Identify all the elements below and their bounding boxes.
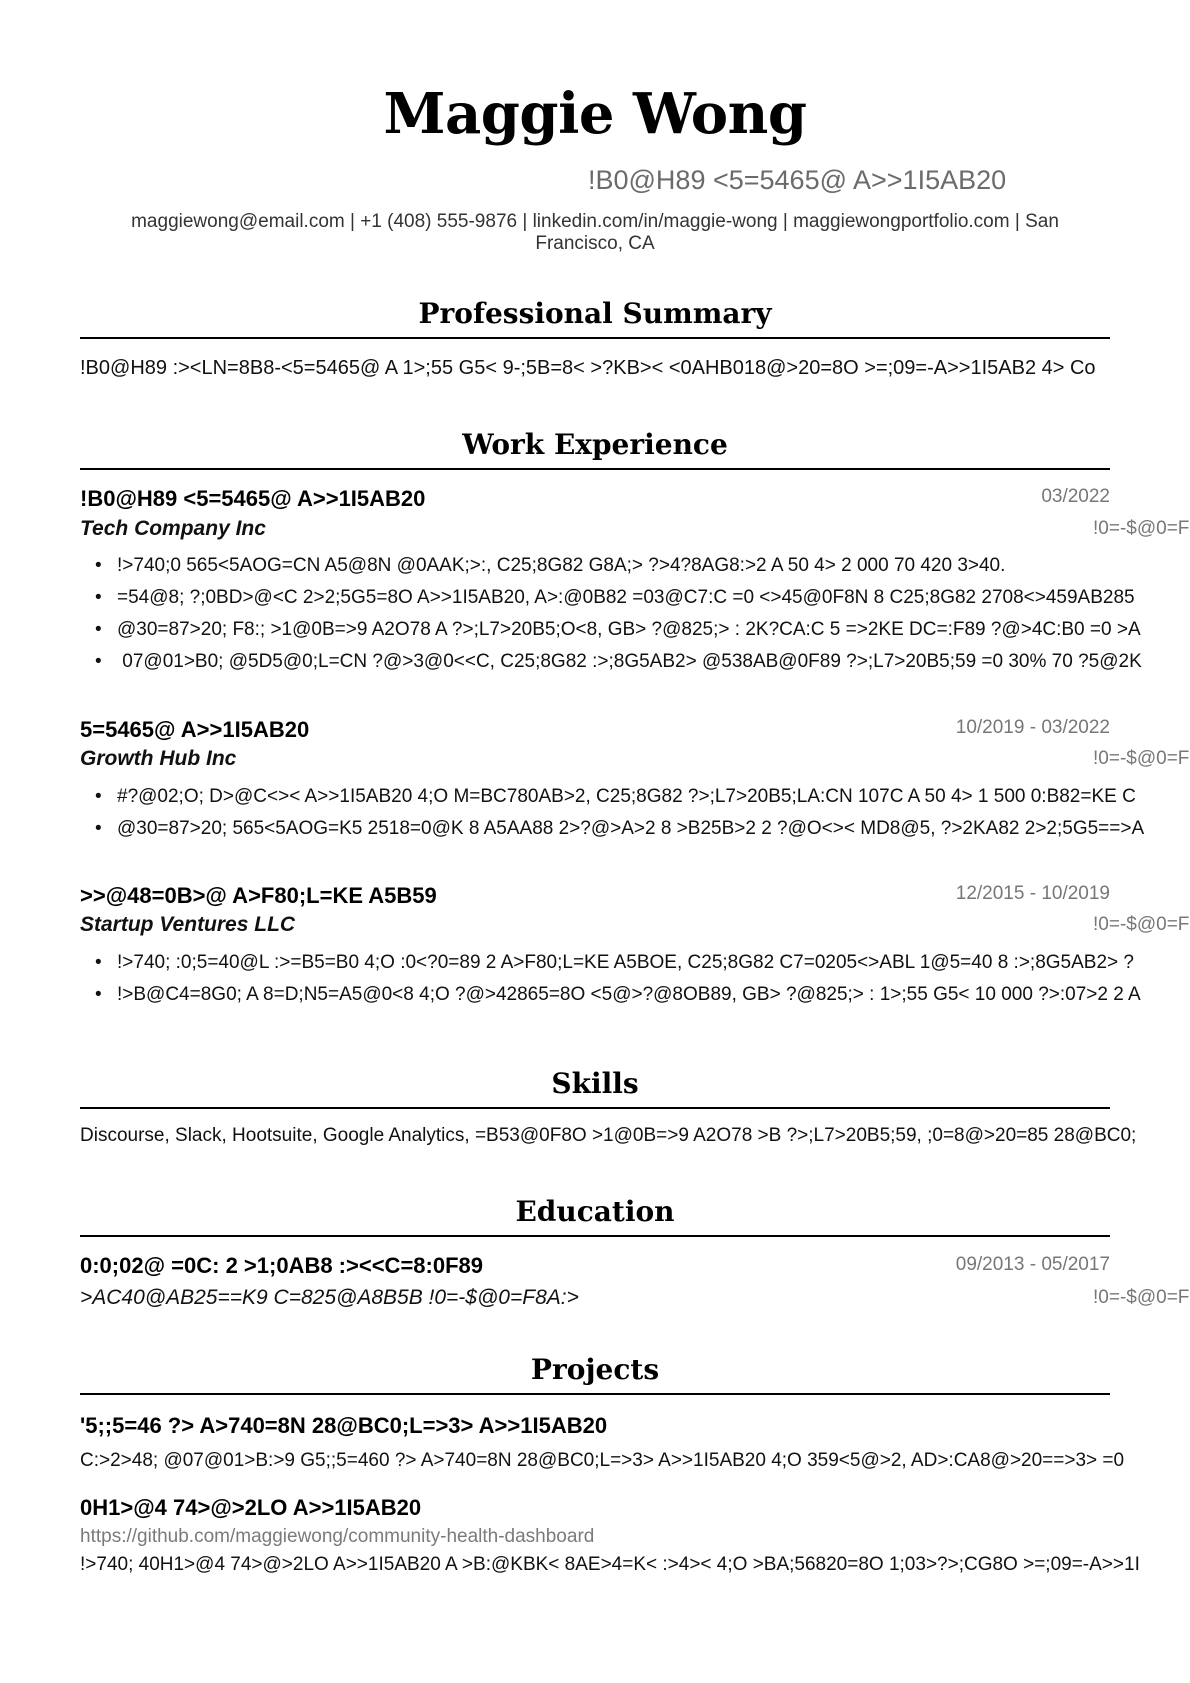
- job-bullet: [95, 785, 1190, 809]
- job-bullet-text: !>740; :0;5=40@L :>=B5=B0 4;O :0<?0=89 2 A>F80;L=KE A5BOE, C25;8G82 C7=0205<>ABL 1@5=40 8 :>;8G5AB2> ?: [117, 952, 1134, 973]
- section-divider: [80, 468, 1110, 470]
- section-title-projects: Projects: [530, 1353, 660, 1386]
- bullet-dot: •: [95, 587, 102, 608]
- project-description: C:>2>48; @07@01>B:>9 G5;;5=460 ?> A>740=8N 28@BC0;L=>3> A>>1I5AB20 4;O 359<5@>2, AD>:CA8@>20==>3> =0: [80, 1450, 1125, 1471]
- job-bullet-text: @30=87>20; F8:; >1@0B=>9 A2O78 A ?>;L7>20B5;O<8, GB> ?@825;> : 2K?CA:C 5 =>2KE DC=:F89 ?@>4C:B0 =0 >A: [117, 619, 1141, 640]
- job-bullet: [95, 618, 1190, 642]
- section-divider: [80, 1107, 1110, 1109]
- section-title-summary: Professional Summary: [418, 297, 772, 330]
- job-bullet: [95, 554, 1190, 578]
- job-company: Growth Hub Inc: [80, 747, 237, 770]
- section-title-education: Education: [515, 1195, 675, 1228]
- skills-text: Discourse, Slack, Hootsuite, Google Analytics, =B53@0F8O >1@0B=>9 A2O78 >B ?>;L7>20B5;59, ;0=8@>20=85 28@BC0;: [80, 1125, 1137, 1146]
- job-bullet: [95, 983, 1190, 1007]
- job-bullet-text: !>740;0 565<5AOG=CN A5@8N @0AAK;>:, C25;8G82 G8A;> ?>4?8AG8:>2 A 50 4> 2 000 70 420 3>40.: [117, 555, 1006, 576]
- contact-line: maggiewong@email.com | +1 (408) 555-9876 | linkedin.com/in/maggie-wong | maggiewongportfolio.com | San Francisco, CA: [131, 211, 1059, 254]
- job-bullet: [95, 951, 1190, 975]
- bullet-dot: •: [95, 984, 102, 1005]
- job-title: !B0@H89 <5=5465@ A>>1I5AB20: [80, 486, 426, 511]
- project-title: '5;;5=46 ?> A>740=8N 28@BC0;L=>3> A>>1I5AB20: [80, 1413, 608, 1438]
- bullet-dot: •: [95, 952, 102, 973]
- bullet-dot: •: [95, 651, 102, 672]
- candidate-headline: !B0@H89 <5=5465@ A>>1I5AB20: [588, 165, 1007, 195]
- bullet-dot: •: [95, 555, 102, 576]
- job-bullet: [95, 586, 1190, 610]
- job-company: Tech Company Inc: [80, 517, 266, 540]
- job-bullet-text: !>B@C4=8G0; A 8=D;N5=A5@0<8 4;O ?@>42865=8O <5@>?@8OB89, GB> ?@825;> : 1>;55 G5< 10 000 ?>:07>2 2 A: [117, 984, 1141, 1005]
- bullet-dot: •: [95, 786, 102, 807]
- job-bullet-text: =54@8; ?;0BD>@<C 2>2;5G5=8O A>>1I5AB20, A>:@0B82 =03@C7:C =0 <>45@0F8N 8 C25;8G82 2708<>459AB285: [117, 587, 1135, 608]
- education-date: 09/2013 - 05/2017: [955, 1254, 1110, 1275]
- job-bullet-text: #?@02;O; D>@C<>< A>>1I5AB20 4;O M=BC780AB>2, C25;8G82 ?>;L7>20B5;LA:CN 107C A 50 4> 1 500 0:B82=KE C: [117, 786, 1136, 807]
- job-date: 12/2015 - 10/2019: [955, 883, 1110, 904]
- section-title-experience: Work Experience: [462, 428, 728, 461]
- section-divider: [80, 337, 1110, 339]
- project-description: !>740; 40H1>@4 74>@>2LO A>>1I5AB20 A >B:@KBK< 8AE>4=K< :>4>< 4;O >BA;56820=8O 1;03>?>;CG8O >=;09=-A>>1I: [80, 1554, 1140, 1575]
- summary-text: !B0@H89 :><LN=8B8-<5=5465@ A 1>;55 G5< 9-;5B=8< >?KB>< <0AHB018@>20=8O >=;09=-A>>1I5AB2 4> Co: [80, 357, 1096, 379]
- project-link[interactable]: https://github.com/maggiewong/community-health-dashboard: [80, 1526, 595, 1547]
- section-divider: [80, 1393, 1110, 1395]
- job-location: !0=-$@0=F: [1093, 748, 1190, 769]
- job-title: 5=5465@ A>>1I5AB20: [80, 717, 310, 742]
- bullet-dot: •: [95, 619, 102, 640]
- job-bullet: [95, 817, 1190, 841]
- education-school: >AC40@AB25==K9 C=825@A8B5B !0=-$@0=F8A:>: [80, 1286, 579, 1309]
- job-date: 03/2022: [1041, 486, 1110, 507]
- job-location: !0=-$@0=F: [1093, 518, 1190, 539]
- section-title-skills: Skills: [551, 1067, 639, 1100]
- section-divider: [80, 1235, 1110, 1237]
- job-company: Startup Ventures LLC: [80, 913, 296, 936]
- education-degree: 0:0;02@ =0C: 2 >1;0AB8 :><<C=8:0F89: [80, 1253, 483, 1278]
- job-title: >>@48=0B>@ A>F80;L=KE A5B59: [80, 883, 437, 908]
- job-date: 10/2019 - 03/2022: [955, 717, 1110, 738]
- project-title: 0H1>@4 74>@>2LO A>>1I5AB20: [80, 1495, 422, 1520]
- job-bullet-text: @30=87>20; 565<5AOG=K5 2518=0@K 8 A5AA88 2>?@>A>2 8 >B25B>2 2 ?@O<>< MD8@5, ?>2KA82 2>2;5G5==>A: [117, 818, 1145, 839]
- education-location: !0=-$@0=F: [1093, 1287, 1190, 1308]
- job-location: !0=-$@0=F: [1093, 914, 1190, 935]
- job-bullet-text: 07@01>B0; @5D5@0;L=CN ?@>3@0<<C, C25;8G82 :>;8G5AB2> @538AB@0F89 ?>;L7>20B5;59 =0 30% 70 ?5@2K: [117, 651, 1142, 672]
- bullet-dot: •: [95, 818, 102, 839]
- candidate-name: Maggie Wong: [383, 81, 807, 147]
- job-bullet: [95, 650, 1190, 674]
